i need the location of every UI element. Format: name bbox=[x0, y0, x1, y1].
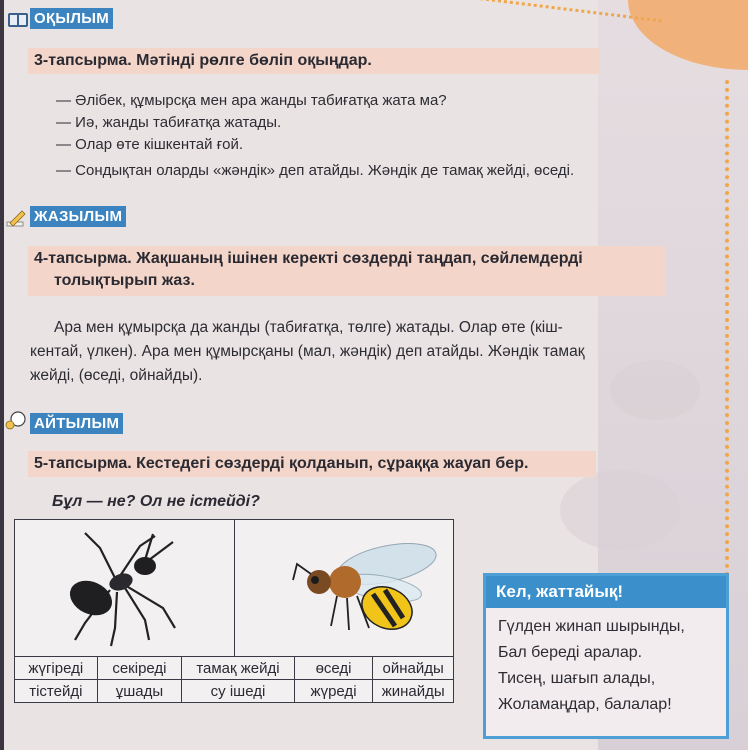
dialogue-line-3: — Олар өте кішкентай ғой. bbox=[56, 136, 244, 153]
bee-picture-cell bbox=[235, 520, 454, 656]
word-cell: су ішеді bbox=[182, 680, 294, 702]
poem-line: Гүлден жинап шырынды, bbox=[498, 618, 685, 635]
poem-line: Бал береді аралар. bbox=[498, 644, 643, 661]
fill-in-line-1: Ара мен құмырсқа да жанды (табиғатқа, төлге) жатады. Олар өте (кіш- bbox=[54, 319, 563, 336]
dialogue-line-2: — Иә, жанды табиғатқа жатады. bbox=[56, 114, 282, 131]
word-cell: тістейді bbox=[15, 680, 98, 702]
word-row-2 bbox=[15, 680, 453, 702]
word-cell: секіреді bbox=[98, 657, 183, 679]
word-cell: жинайды bbox=[381, 682, 445, 700]
speaking-section-tag: АЙТЫЛЫМ bbox=[30, 413, 123, 434]
word-table bbox=[14, 519, 454, 703]
picture-row bbox=[15, 520, 453, 657]
poem-body bbox=[486, 608, 726, 724]
word-cell: жүреді bbox=[295, 680, 374, 702]
fill-in-line-3: жейді, (өседі, ойнайды). bbox=[30, 367, 203, 384]
book-icon bbox=[6, 8, 30, 32]
page-edge bbox=[0, 0, 4, 750]
decorative-dots-right bbox=[725, 80, 731, 640]
word-cell: ұшады bbox=[98, 680, 183, 702]
ant-illustration bbox=[45, 528, 205, 648]
writing-section-tag: ЖАЗЫЛЫМ bbox=[30, 206, 126, 227]
decorative-faded-bird bbox=[610, 360, 700, 420]
poem-line: Тисең, шағып алады, bbox=[498, 670, 656, 687]
dialogue-line-1: — Әлібек, құмырсқа мен ара жанды табиғатқа жата ма? bbox=[56, 92, 447, 109]
ant-picture-cell bbox=[15, 520, 235, 656]
decorative-faded-animal bbox=[560, 470, 680, 550]
task-4-line-1: 4-тапсырма. Жақшаның ішінен керекті сөздерді таңдап, сөйлемдерді bbox=[34, 250, 583, 267]
fill-in-line-2: кентай, үлкен). Ара мен құмырсқаны (мал, жәндік) деп атайды. Жәндік тамақ bbox=[30, 343, 585, 360]
question-text: Бұл — не? Ол не істейді? bbox=[52, 493, 260, 510]
task-4-line-2: толықтырып жаз. bbox=[54, 272, 195, 289]
pencil-icon bbox=[4, 206, 28, 230]
bee-illustration bbox=[287, 530, 457, 650]
task-3-heading: 3-тапсырма. Мәтінді рөлге бөліп оқыңдар. bbox=[28, 48, 600, 74]
memorize-poem-box bbox=[483, 573, 729, 739]
word-cell: өседі bbox=[295, 657, 374, 679]
word-row-1 bbox=[15, 657, 453, 680]
word-cell: тамақ жейді bbox=[182, 657, 294, 679]
word-cell: ойнайды bbox=[382, 659, 444, 677]
speech-bubble-icon bbox=[4, 409, 28, 433]
poem-title: Кел, жаттайық! bbox=[486, 576, 726, 608]
task-4-heading bbox=[28, 246, 666, 296]
task-5-heading: 5-тапсырма. Кестедегі сөздерді қолданып, сұраққа жауап бер. bbox=[28, 451, 596, 477]
poem-line: Жоламаңдар, балалар! bbox=[498, 696, 672, 713]
reading-section-tag: ОҚЫЛЫМ bbox=[30, 8, 113, 29]
word-cell: жүгіреді bbox=[15, 657, 98, 679]
dialogue-line-4: — Сондықтан оларды «жәндік» деп атайды. Жәндік де тамақ жейді, өседі. bbox=[56, 162, 575, 179]
